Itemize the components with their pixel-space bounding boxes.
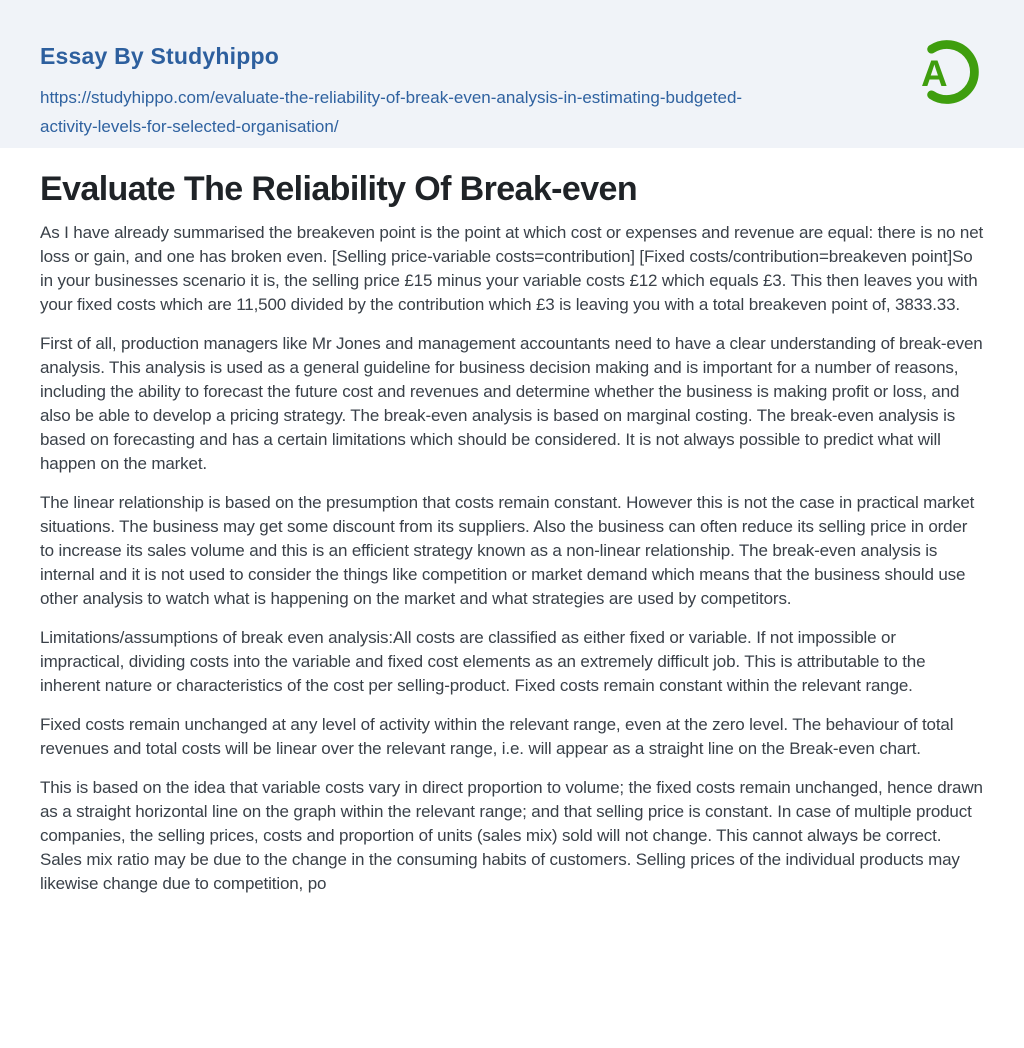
article-paragraph: Limitations/assumptions of break even analysis:All costs are classified as either fixed or variable. If not impossible or impractical, dividing costs into the variable and fixed cost elements as an extremely difficult job. This is attributable to the inherent nature or characteristics of the cost per selling-product. Fixed costs remain constant within the relevant range. (40, 628, 926, 696)
article-paragraph: This is based on the idea that variable costs vary in direct proportion to volume; the fixed costs remain unchanged, hence drawn as a straight horizontal line on the graph within the relevant range; and that selling price is constant. In case of multiple product companies, the selling prices, costs and proportion of units (sales mix) sold will not change. This cannot always be correct. Sales mix ratio may be due to the change in the consuming habits of customers. Selling prices of the individual products may likewise change due to competition, po (40, 778, 983, 894)
site-title: Essay By Studyhippo (40, 43, 279, 69)
article-body (40, 221, 984, 896)
article-paragraph: As I have already summarised the breakeven point is the point at which cost or expenses and revenue are equal: there is no net loss or gain, and one has broken even. [Selling price-variable costs=contribution] [Fixed costs/contribution=breakeven point]So in your businesses scenario it is, the selling price £15 minus your variable costs £12 which equals £3. This then leaves you with your fixed costs which are 11,500 divided by the contribution which £3 is leaving you with a total breakeven point of, 3833.33. (40, 223, 984, 315)
page-header (0, 0, 1024, 148)
article-paragraph: Fixed costs remain unchanged at any level of activity within the relevant range, even at the zero level. The behaviour of total revenues and total costs will be linear over the relevant range, i.e. will appear as a straight line on the Break-even chart. (40, 715, 954, 759)
article-paragraph: First of all, production managers like Mr Jones and management accountants need to have a clear understanding of break-even analysis. This analysis is used as a general guideline for business decision making and is important for a number of reasons, including the ability to forecast the future cost and revenues and determine whether the business is making profit or loss, and also be able to develop a pricing strategy. The break-even analysis is based on marginal costing. The break-even analysis is based on forecasting and has a certain limitations which should be considered. It is not always possible to predict what will happen on the market. (40, 334, 983, 474)
article-content (0, 148, 1024, 896)
article-title: Evaluate The Reliability Of Break-even (40, 170, 637, 208)
studyhippo-arc-logo-icon (907, 31, 987, 113)
article-paragraph: The linear relationship is based on the presumption that costs remain constant. However this is not the case in practical market situations. The business may get some discount from its suppliers. Also the business can often reduce its selling price in order to increase its sales volume and this is an efficient strategy known as a non-linear relationship. The break-even analysis is internal and it is not used to consider the things like competition or market demand which means that the business should use other analysis to watch what is happening on the market and what strategies are used by competitors. (40, 493, 975, 609)
logo-letter: A (921, 53, 948, 95)
source-url-link[interactable]: https://studyhippo.com/evaluate-the-reliability-of-break-even-analysis-in-estimating-budgeted-activity-levels-for-selected-organisation/ (40, 88, 743, 137)
